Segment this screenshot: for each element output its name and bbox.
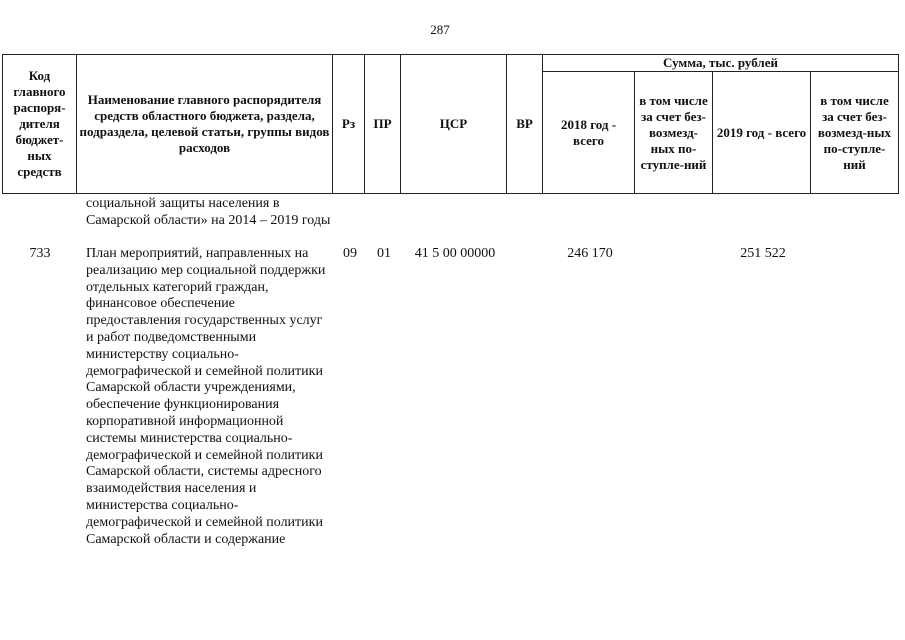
header-2019-total: 2019 год - всего [713,72,811,194]
continuation-text: социальной защиты населения в Самарской области» на 2014 – 2019 годы [86,196,331,228]
row-code: 733 [29,246,51,261]
row-description: План мероприятий, направленных на реализацию мер социальной поддержки отдельных категорий граждан, финансовое обеспечение предоставления государственных услуг и работ подведомственными министерству социально-демографической и семейной политики Самарской области учреждениями, обеспечение функционирования корпоративной информационной системы министерства социально-демографической и семейной политики Самарской области, системы адресного взаимодействия населения и министерства социально-демографической и семейной политики Самарской области и содержание [86,246,326,547]
header-pr: ПР [365,55,401,194]
row-csr: 41 5 00 00000 [414,246,496,261]
header-csr: ЦСР [401,55,507,194]
header-code: Код главного распоря-дителя бюджет-ных средств [3,55,77,194]
header-2018-grants: в том числе за счет без-возмезд-ных по-ступле-ний [635,72,713,194]
header-vr: ВР [507,55,543,194]
header-rz: Рз [333,55,365,194]
row-pr: 01 [377,246,391,261]
page-number: 287 [430,22,450,37]
row-2018-total: 246 170 [567,246,613,261]
header-name: Наименование главного распорядителя средств областного бюджета, раздела, подраздела, целевой статьи, группы видов расходов [77,55,333,194]
budget-table-header [2,54,899,194]
row-rz: 09 [343,246,357,261]
header-sum: Сумма, тыс. рублей [543,55,899,72]
row-2019-total: 251 522 [740,246,786,261]
header-2018-total: 2018 год - всего [543,72,635,194]
header-2019-grants: в том числе за счет без-возмезд-ных по-ступле-ний [811,72,899,194]
